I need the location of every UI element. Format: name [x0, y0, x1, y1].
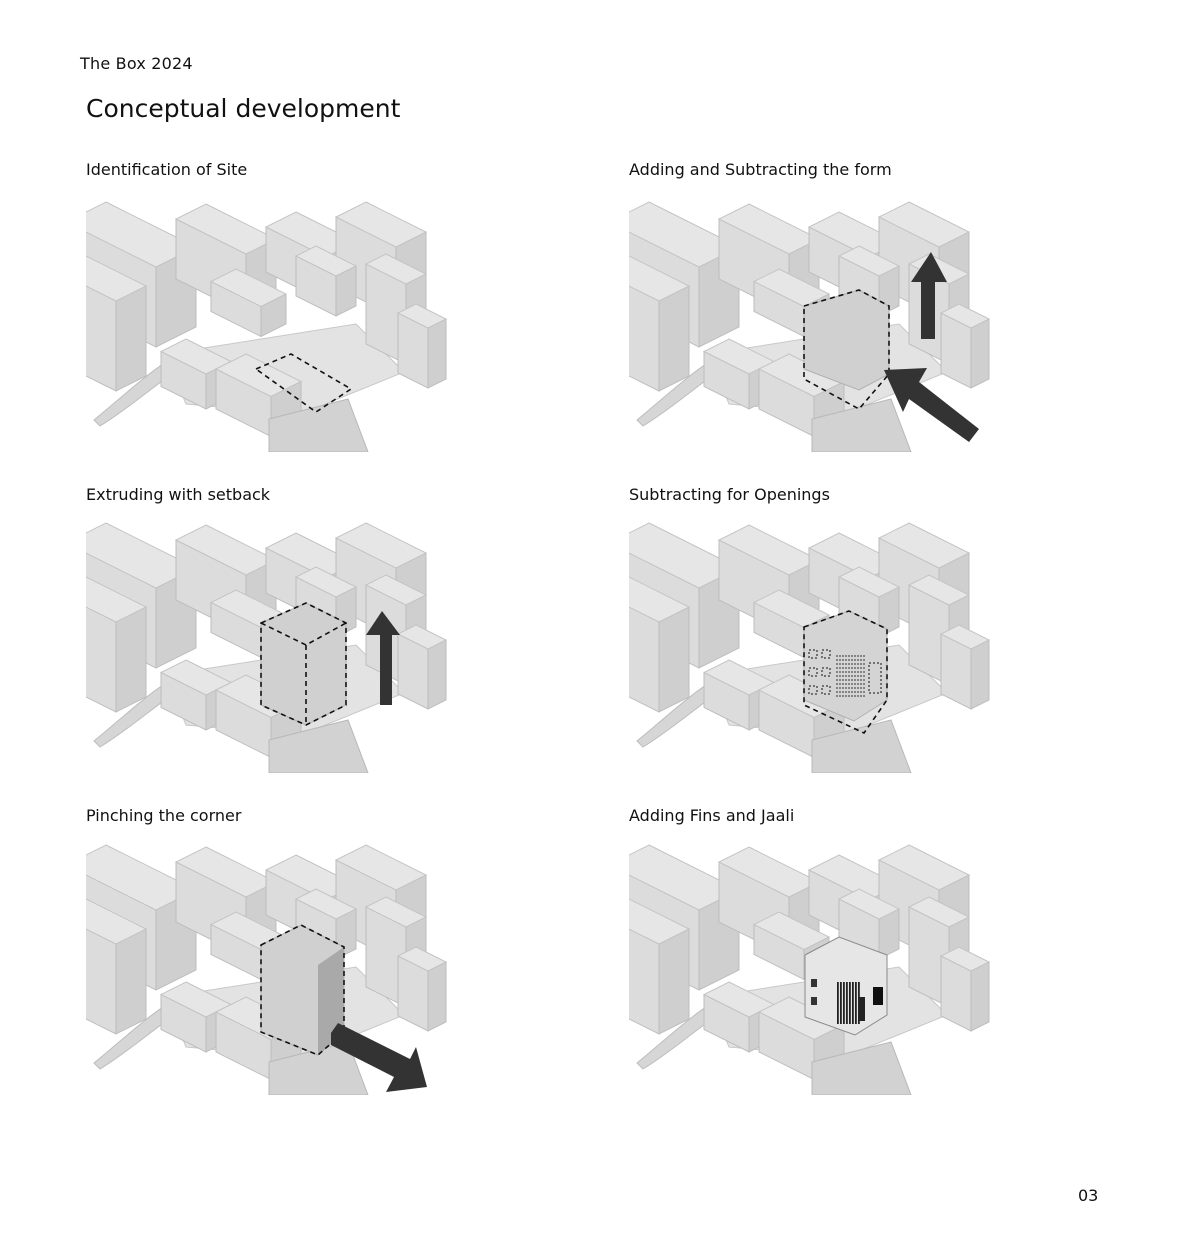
step-label-5: Pinching the corner	[86, 806, 242, 825]
running-title: The Box 2024	[80, 54, 193, 73]
page-number: 03	[1078, 1186, 1099, 1205]
step-label-4: Subtracting for Openings	[629, 485, 830, 504]
step-label-3: Extruding with setback	[86, 485, 271, 504]
step-form	[805, 937, 887, 1035]
step-label-1: Identification of Site	[86, 160, 248, 179]
step-label-6: Adding Fins and Jaali	[629, 806, 795, 825]
page-title: Conceptual development	[86, 94, 401, 123]
site-context-massing	[86, 202, 446, 452]
diagram-add-subtract-form	[629, 194, 991, 452]
diagram-fins-jaali	[629, 837, 991, 1095]
step-label-2: Adding and Subtracting the form	[629, 160, 892, 179]
diagram-pinch-corner	[86, 837, 448, 1095]
diagram-extrude-setback	[86, 515, 448, 773]
diagram-site-identification	[86, 194, 448, 452]
diagram-subtract-openings	[629, 515, 991, 773]
